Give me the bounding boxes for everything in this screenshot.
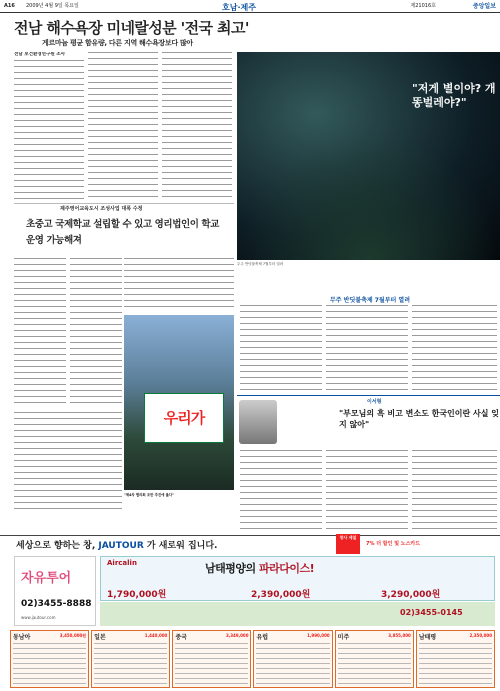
main-headline: 전남 해수욕장 미네랄성분 '전국 최고' <box>14 19 249 37</box>
tour-cell <box>335 630 414 688</box>
tour-details <box>419 643 492 685</box>
tour-region: 중국 <box>175 634 187 641</box>
ad-contact-bar <box>100 602 495 626</box>
tour-region: 일본 <box>94 634 106 641</box>
tour-details <box>94 643 167 685</box>
tour-price: 3,450,000원 <box>59 633 87 638</box>
tagline-end: 가 새로워 집니다. <box>146 541 218 551</box>
ad-divider <box>0 535 500 536</box>
page-header <box>0 0 500 13</box>
page-number: A16 <box>4 3 15 9</box>
edition-number: 제21016호 <box>410 3 436 9</box>
tour-region: 남태평 <box>418 634 437 641</box>
author-portrait <box>239 400 277 444</box>
ad-logo: 자유투어 <box>21 571 72 586</box>
sale-badge: 창사 세일 <box>336 534 360 554</box>
right-column-1 <box>240 305 322 393</box>
right-section-title: 무주 반딧불축제 7월부터 열려 <box>330 297 410 304</box>
photo-caption: 무주 반딧불축제 7월부터 열려 <box>237 262 284 266</box>
opinion-column-3 <box>412 450 497 530</box>
tour-details <box>256 643 329 685</box>
article-column-2 <box>88 52 158 202</box>
article-column-7 <box>14 412 122 512</box>
ad-tagline <box>16 538 217 551</box>
right-column-2 <box>326 305 408 393</box>
article-kicker: 제주영어교육도시 조성사업 대폭 수정 <box>60 206 143 212</box>
protest-photo <box>124 315 234 490</box>
headline-part-1: 남태평양의 <box>205 562 256 575</box>
article-column-5 <box>70 258 122 408</box>
article-column-3 <box>162 52 232 202</box>
protest-caption <box>124 492 234 497</box>
jautour-logo-ad <box>14 556 96 626</box>
tour-region: 동남아 <box>13 634 31 641</box>
article-text <box>14 60 84 200</box>
tree-silhouette <box>237 135 500 260</box>
tour-cell <box>172 630 251 688</box>
article-column-4 <box>14 258 66 408</box>
tour-cell <box>10 630 89 688</box>
price-2: 2,390,000원 <box>251 590 311 600</box>
price-3: 3,290,000원 <box>381 590 441 600</box>
second-headline: 초중고 국제학교 설립할 수 있고 영리법인이 학교 운영 가능해져 <box>26 219 219 246</box>
headline-part-2: 파라다이스! <box>258 562 315 575</box>
article-column-6 <box>124 258 234 312</box>
price-1: 1,790,000원 <box>107 590 167 600</box>
ad-banner <box>0 535 500 554</box>
tour-price: 1,990,000 <box>307 633 330 638</box>
tour-details <box>175 643 248 685</box>
tour-price: 1,440,000 <box>144 633 168 638</box>
article-kicker: 전남 보건환경연구원 조사 <box>14 52 65 57</box>
opinion-column-2 <box>326 450 408 530</box>
right-column-3 <box>412 305 497 393</box>
tagline-start: 세상으로 향하는 창, <box>16 541 96 551</box>
tour-price: 2,350,000 <box>469 633 492 638</box>
promo-text: 7% 더 할인 및 노스카드 <box>366 541 421 547</box>
issue-date: 2009년 4월 9일 목요일 <box>26 3 79 9</box>
article-column-1 <box>14 52 84 202</box>
tour-details <box>13 643 86 685</box>
main-subhead: 게르마늄 평균 함유량, 다른 지역 해수욕장보다 많아 <box>42 39 193 47</box>
opinion-column <box>237 395 500 447</box>
ad-headline <box>205 560 314 576</box>
ad-url: www.jautour.com <box>21 615 56 620</box>
tour-cell <box>91 630 170 688</box>
author-name: 이서형 <box>367 399 382 405</box>
tour-cell <box>253 630 332 688</box>
tour-region: 유럽 <box>256 634 269 641</box>
ad-brand: JAUTOUR <box>98 541 144 551</box>
photo-overlay-text: "저게 별이야? 개똥벌레야?" <box>412 82 496 109</box>
tour-listing-grid <box>10 630 495 688</box>
tour-price: 3,855,000 <box>388 633 411 638</box>
protest-banner <box>144 393 224 443</box>
tour-cell <box>416 630 495 688</box>
newspaper-logo: 중앙일보 <box>472 3 496 10</box>
section-title: 호남·제주 <box>222 3 256 12</box>
tour-details <box>338 643 411 685</box>
contact-phone: 02)3455-0145 <box>400 608 463 617</box>
opinion-title: "부모님의 흑 비고 변소도 한국인이란 사실 잊지 않아" <box>339 409 499 429</box>
protest-caption-bold: "제4차 협의회 조만 추진에 옳다" <box>124 493 174 497</box>
divider <box>14 203 234 204</box>
aircalin-ad <box>100 556 495 601</box>
opinion-column-1 <box>240 450 322 530</box>
airline-logo: Aircalin <box>107 559 137 567</box>
firefly-photo <box>237 52 500 260</box>
tour-region: 미주 <box>337 634 350 641</box>
tour-price: 3,349,000 <box>225 633 249 638</box>
banner-text: 우리가 <box>163 409 205 427</box>
ad-phone: 02)3455-8888 <box>21 599 92 609</box>
